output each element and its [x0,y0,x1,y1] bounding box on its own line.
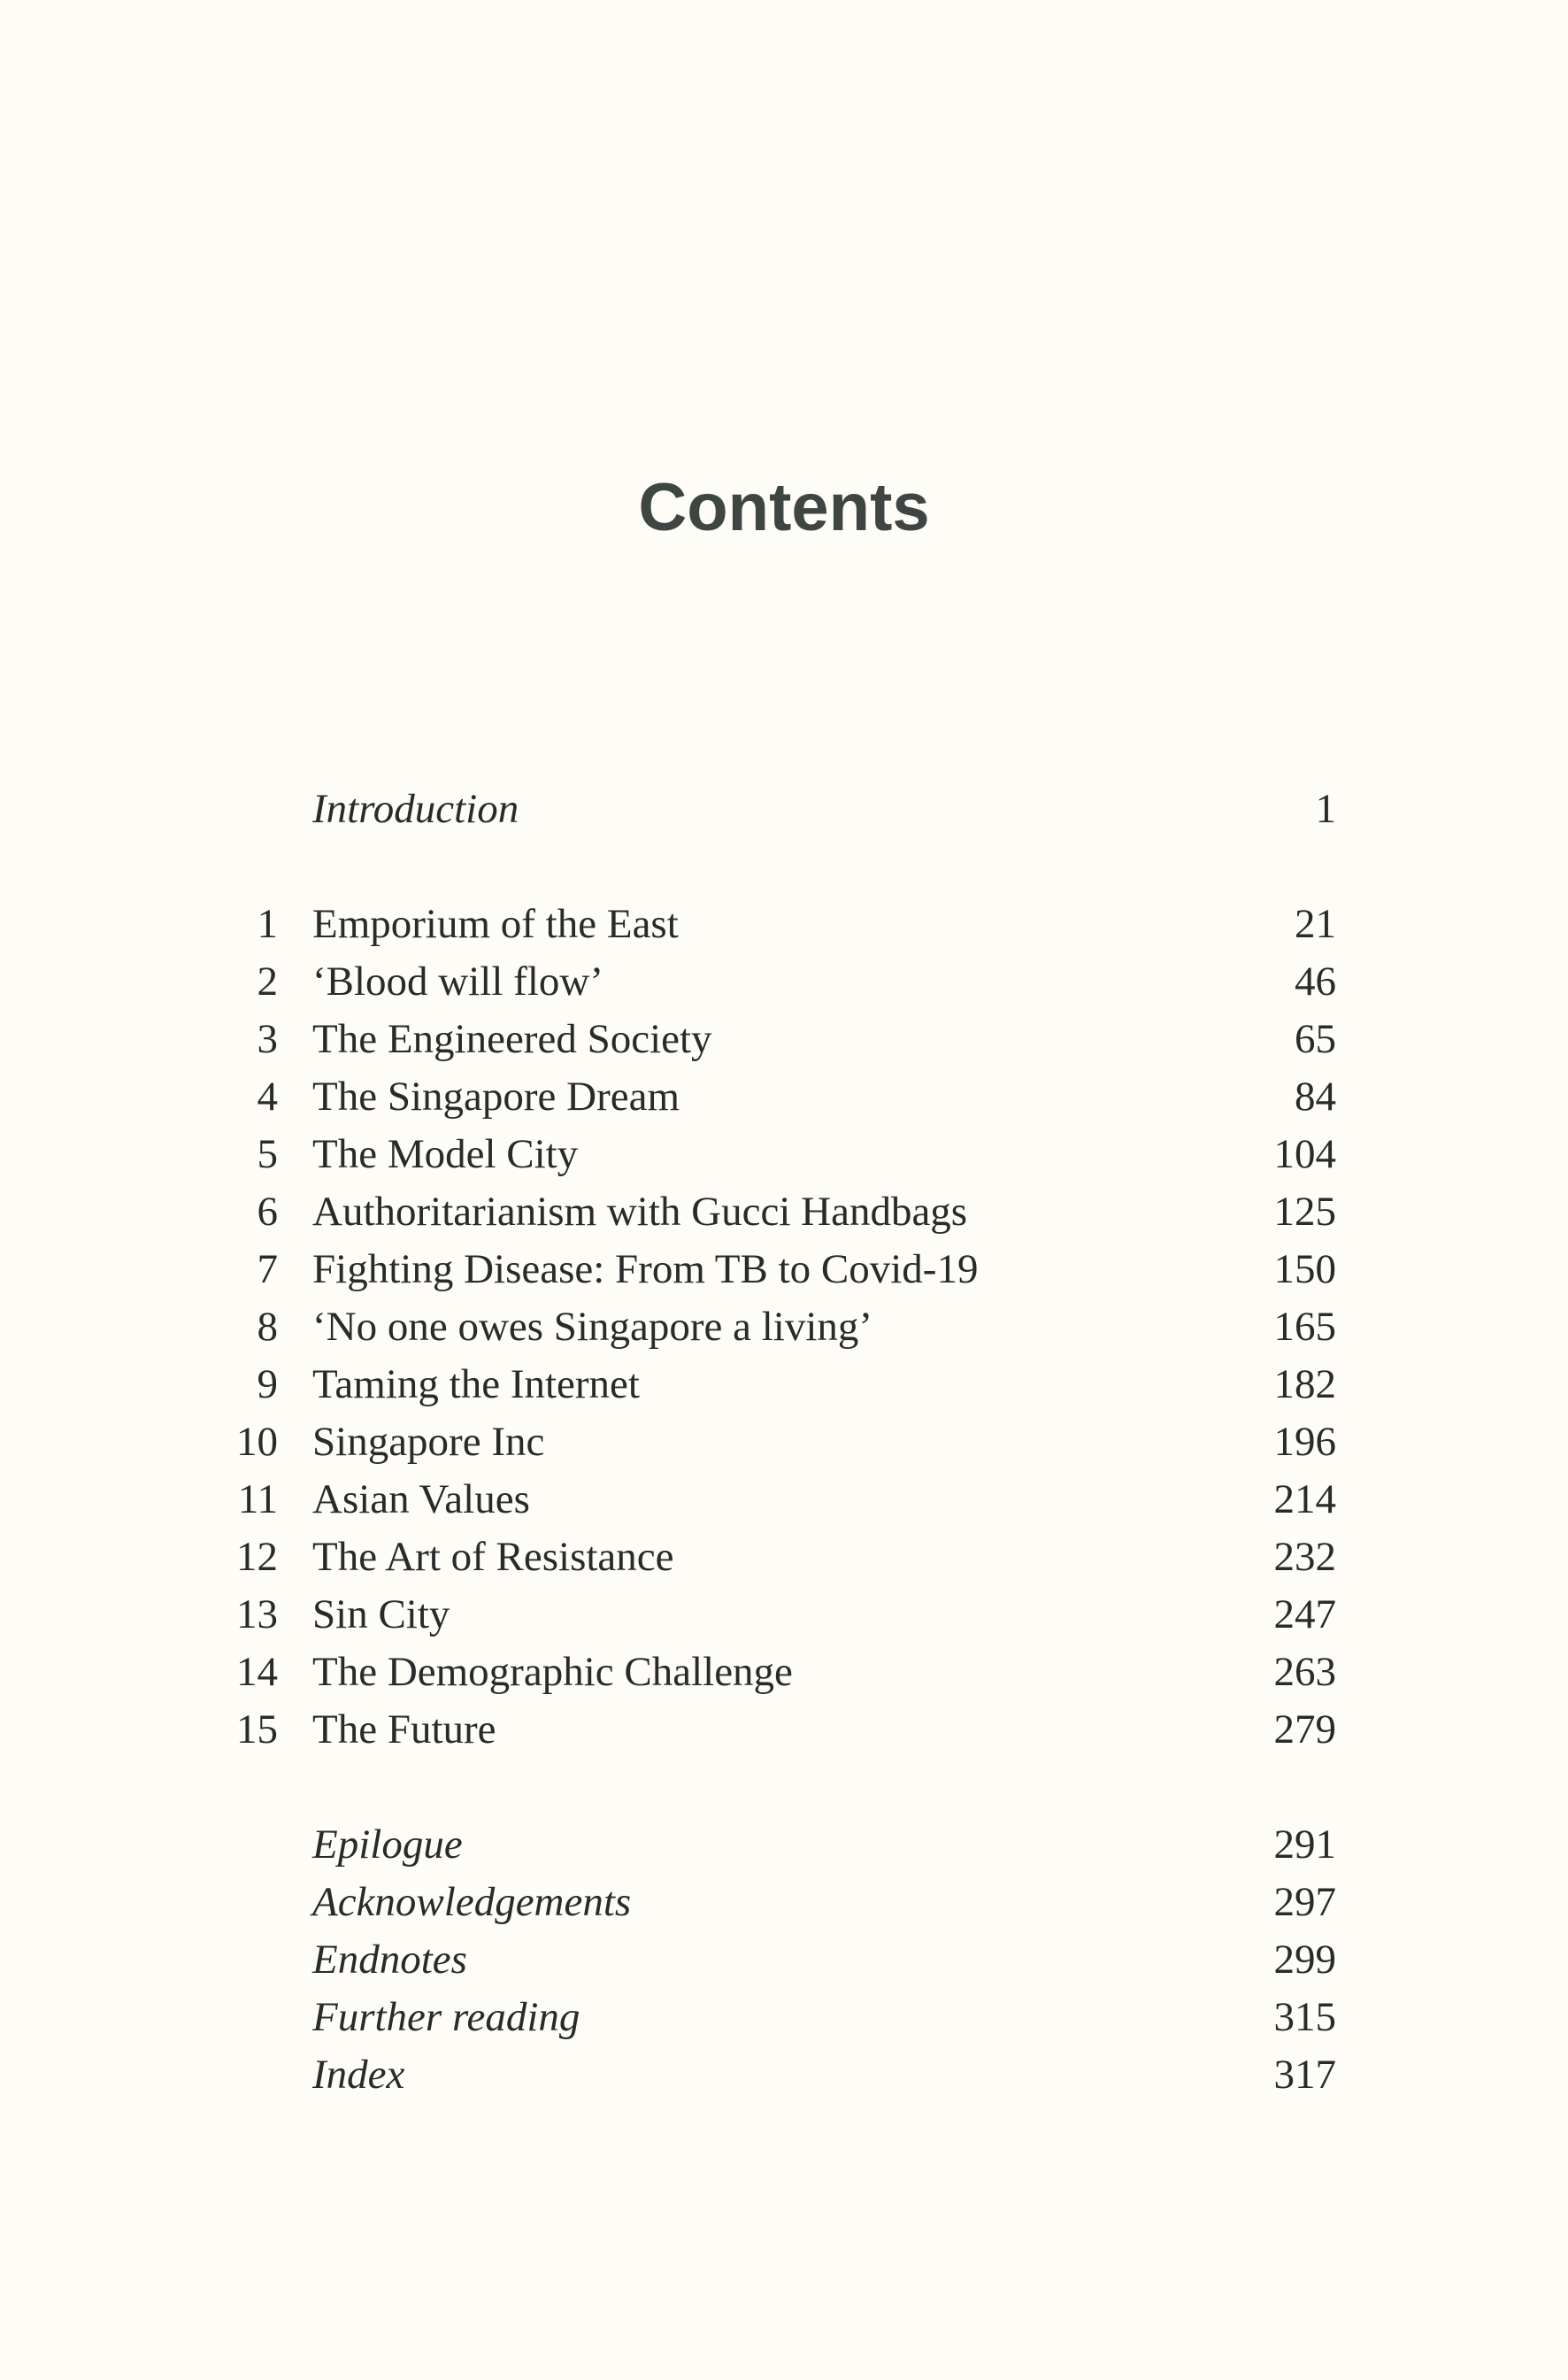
toc-entry-introduction [0,781,1568,838]
chapter-number: 8 [257,1304,278,1350]
toc-chapter-row [0,1701,1568,1759]
toc-chapter-row [0,1241,1568,1298]
chapter-title: Sin City [312,1591,450,1637]
toc-entry-label: Index [312,2052,405,2098]
chapter-page: 196 [1273,1419,1336,1465]
chapter-page: 247 [1273,1591,1336,1637]
chapter-title: ‘Blood will flow’ [312,959,603,1005]
toc-entry-label: Further reading [312,1994,580,2040]
toc-chapter-row [0,1183,1568,1241]
toc-chapter-row [0,1011,1568,1068]
chapter-title: The Art of Resistance [312,1534,674,1580]
chapter-page: 279 [1273,1706,1336,1752]
toc-entry-label: Epilogue [312,1822,463,1868]
chapter-page: 214 [1273,1476,1336,1522]
chapter-title: Asian Values [312,1476,530,1522]
chapter-number: 12 [236,1534,278,1580]
chapter-number: 3 [257,1016,278,1062]
chapter-page: 21 [1295,901,1336,947]
chapter-title: Emporium of the East [312,901,679,947]
chapter-title: Fighting Disease: From TB to Covid-19 [312,1246,979,1292]
page-title: Contents [638,470,930,545]
chapter-page: 263 [1273,1649,1336,1695]
chapter-number: 5 [257,1131,278,1177]
chapter-page: 65 [1295,1016,1336,1062]
chapter-number: 14 [236,1649,278,1695]
chapter-title: The Model City [312,1131,579,1177]
chapter-number: 6 [257,1189,278,1235]
toc-entry-label: Acknowledgements [312,1879,632,1925]
chapter-page: 232 [1273,1534,1336,1580]
toc-entry-page: 291 [1273,1822,1336,1868]
chapter-title: The Demographic Challenge [312,1649,793,1695]
toc-entry-page: 1 [1315,786,1336,832]
toc-chapter-row [0,1586,1568,1644]
toc-entry-index [0,2046,1568,2104]
toc-chapter-row [0,1126,1568,1183]
chapter-title: Singapore Inc [312,1419,545,1465]
toc-entry-label: Introduction [312,786,519,832]
chapter-number: 7 [257,1246,278,1292]
chapter-number: 15 [236,1706,278,1752]
toc-entry-page: 317 [1273,2052,1336,2098]
chapter-page: 84 [1295,1074,1336,1120]
toc-chapter-row [0,1471,1568,1529]
chapter-number: 9 [257,1361,278,1407]
chapter-title: Taming the Internet [312,1361,640,1407]
chapter-number: 4 [257,1074,278,1120]
toc-chapter-row [0,953,1568,1011]
chapter-page: 125 [1273,1189,1336,1235]
toc-chapter-row [0,896,1568,953]
chapter-page: 150 [1273,1246,1336,1292]
toc-chapter-row [0,1413,1568,1471]
chapter-title: The Future [312,1706,496,1752]
toc-chapter-row [0,1356,1568,1413]
toc-entry-page: 297 [1273,1879,1336,1925]
toc-entry-page: 315 [1273,1994,1336,2040]
toc-chapter-row [0,1298,1568,1356]
chapter-number: 13 [236,1591,278,1637]
toc-entry-endnotes [0,1931,1568,1989]
toc-entry-page: 299 [1273,1937,1336,1983]
chapter-number: 11 [237,1476,278,1522]
chapter-number: 2 [257,959,278,1005]
toc-entry-further-reading [0,1989,1568,2046]
chapter-number: 10 [236,1419,278,1465]
chapter-title: The Singapore Dream [312,1074,680,1120]
chapter-page: 182 [1273,1361,1336,1407]
toc-entry-epilogue [0,1816,1568,1874]
toc-chapter-row [0,1644,1568,1701]
chapter-page: 104 [1273,1131,1336,1177]
toc-chapter-row [0,1068,1568,1126]
chapter-page: 165 [1273,1304,1336,1350]
toc-chapter-row [0,1529,1568,1586]
chapter-number: 1 [257,901,278,947]
chapter-title: The Engineered Society [312,1016,712,1062]
toc-entry-acknowledgements [0,1874,1568,1931]
chapter-title: Authoritarianism with Gucci Handbags [312,1189,968,1235]
toc-entry-label: Endnotes [312,1937,467,1983]
chapter-page: 46 [1295,959,1336,1005]
chapter-title: ‘No one owes Singapore a living’ [312,1304,873,1350]
